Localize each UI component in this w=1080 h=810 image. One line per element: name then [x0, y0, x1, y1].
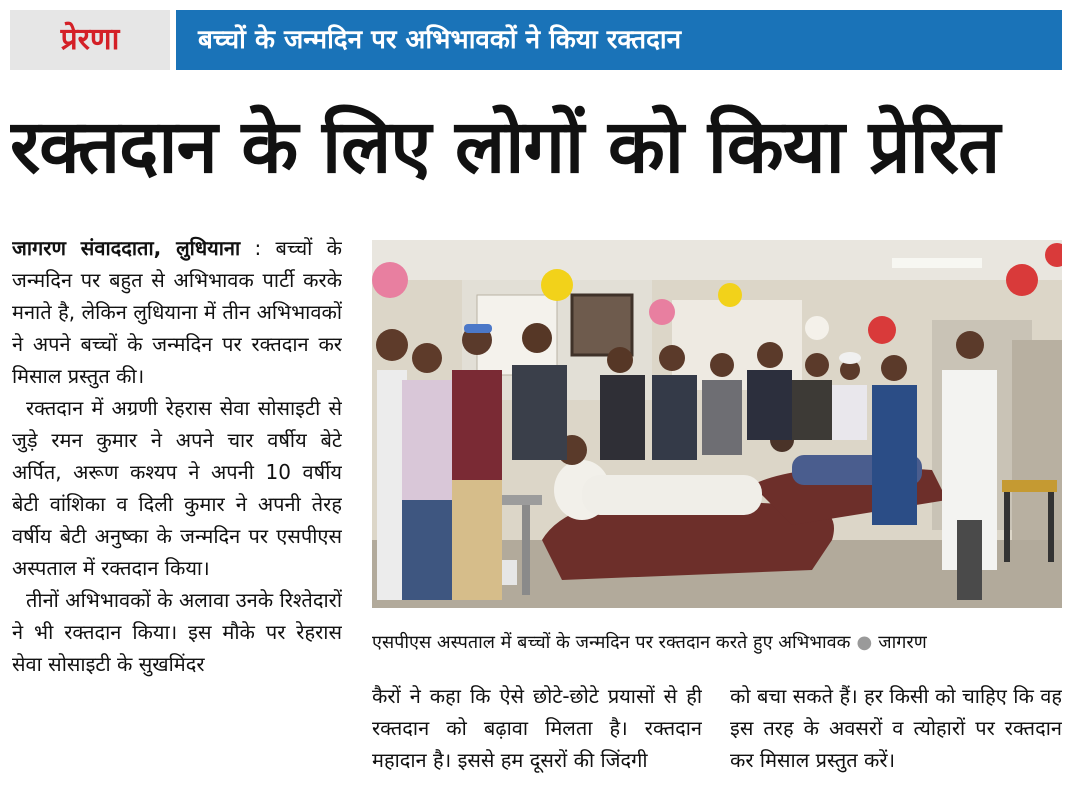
caption-text: एसपीएस अस्पताल में बच्चों के जन्मदिन पर रक्तदान करते हुए अभिभावक — [372, 632, 851, 653]
photo-caption — [372, 626, 1062, 660]
paragraph-col2: कैरों ने कहा कि ऐसे छोटे-छोटे प्रयासों से ही रक्तदान को बढ़ावा मिलता है। रक्तदान महादान है। इससे हम दूसरों की जिंदगी — [372, 684, 702, 772]
article-column-3 — [730, 680, 1062, 800]
article-column-1 — [12, 232, 342, 802]
kicker-strap: बच्चों के जन्मदिन पर अभिभावकों ने किया रक्तदान — [176, 10, 1062, 70]
article-column-2 — [372, 680, 702, 800]
byline: जागरण संवाददाता, लुधियाना — [12, 236, 241, 260]
photo-credit: जागरण — [878, 632, 927, 653]
paragraph-col3: को बचा सकते हैं। हर किसी को चाहिए कि वह इस तरह के अवसरों व त्योहारों पर रक्तदान कर मिसाल प्रस्तुत करें। — [730, 684, 1062, 772]
paragraph-1 — [12, 232, 342, 392]
caption-dot: ● — [856, 632, 873, 653]
headline: रक्तदान के लिए लोगों को किया प्रेरित — [10, 104, 1000, 190]
paragraph-1-body: बच्चों के जन्मदिन पर बहुत से अभिभावक पार्टी करके मनाते है, लेकिन लुधियाना में तीन अभिभावकों ने अपने बच्चों के जन्मदिन पर रक्तदान कर मिसाल प्रस्तुत की। — [12, 236, 342, 388]
news-photo — [372, 240, 1062, 608]
byline-separator: : — [240, 236, 276, 260]
paragraph-3: तीनों अभिभावकों के अलावा उनके रिश्तेदारों ने भी रक्तदान किया। इस मौके पर रेहरास सेवा सोसाइटी के सुखमिंदर — [12, 588, 342, 676]
paragraph-2: रक्तदान में अग्रणी रेहरास सेवा सोसाइटी से जुड़े रमन कुमार ने अपने चार वर्षीय बेटे अर्पित, अरूण कश्यप ने अपनी 10 वर्षीय बेटी वांशिका व दिली कुमार ने अपनी तेरह वर्षीय बेटी अनुष्का के जन्मदिन पर एसपीएस अस्पताल में रक्तदान किया। — [12, 396, 342, 580]
section-tag: प्रेरणा — [10, 10, 170, 70]
header-bar — [10, 10, 1062, 70]
